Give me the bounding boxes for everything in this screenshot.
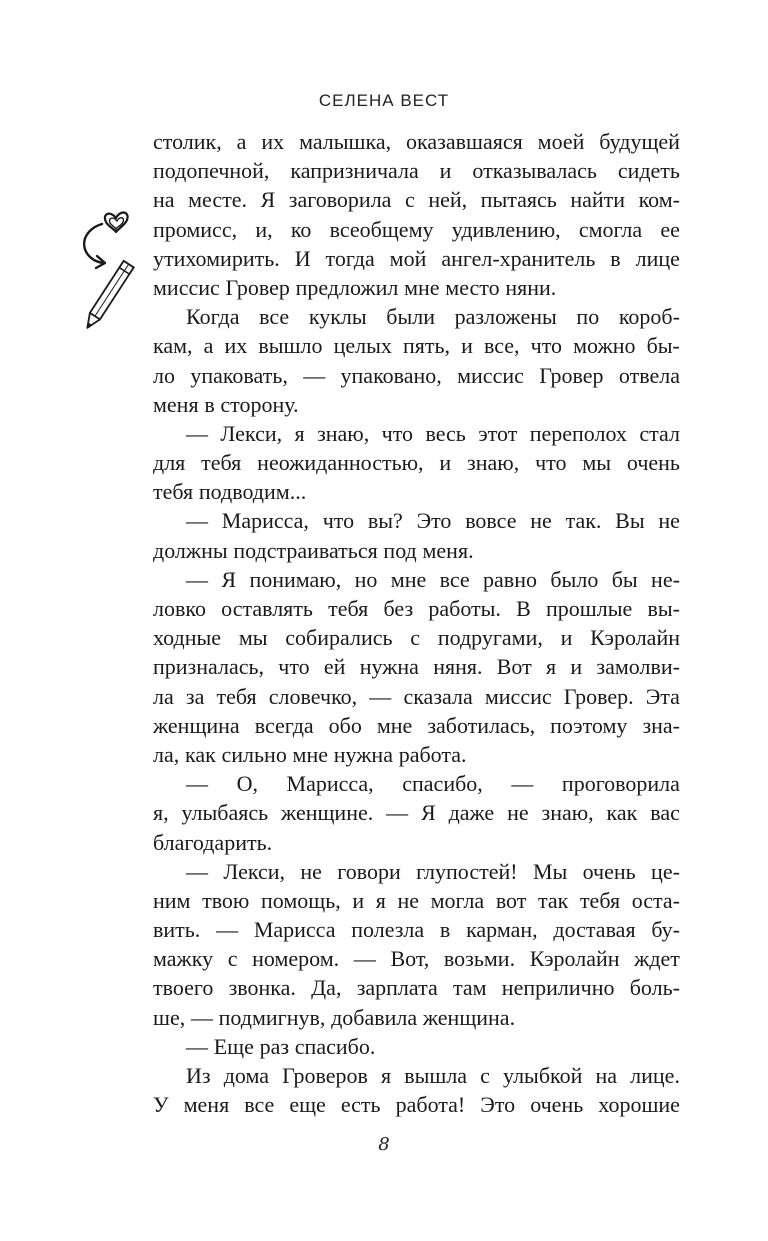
text-line: ла, как сильно мне нужна работа. [153, 741, 467, 767]
text-line: ходные мы собирались с подругами, и Кэролайн [153, 625, 680, 651]
text-line: меня в сторону. [153, 391, 299, 417]
text-line: призналась, что ей нужна няня. Вот я и замолви- [153, 654, 680, 680]
text-line: ним твою помощь, и я не могла вот так тебя оста- [153, 887, 680, 913]
text-line: для тебя неожиданностью, и знаю, что мы очень [153, 450, 680, 476]
text-line: твоего звонка. Да, зарплата там неприлично боль- [153, 975, 680, 1001]
text-line: Из дома Гроверов я вышла с улыбкой на лице. [186, 1063, 680, 1088]
text-line: благодарить. [153, 829, 273, 855]
text-line: на месте. Я заговорила с ней, пытаясь найти ком- [153, 187, 680, 213]
text-line: — Лекси, не говори глупостей! Мы очень це- [186, 858, 680, 884]
text-line: должны подстраиваться под меня. [153, 537, 474, 563]
body-text [153, 127, 680, 1119]
text-line: тебя подводим... [153, 479, 307, 505]
text-line: я, улыбаясь женщине. — Я даже не знаю, как вас [153, 800, 680, 826]
text-line: женщина всегда обо мне заботилась, поэтому зна- [153, 712, 680, 738]
text-line: Когда все куклы были разложены по короб- [186, 304, 680, 330]
text-line: ловко оставлять тебя без работы. В прошлые вы- [153, 596, 680, 621]
text-line: вить. — Марисса полезла в карман, доставая бу- [153, 917, 680, 943]
text-line: промисс, и, ко всеобщему удивлению, смогла ее [153, 216, 680, 242]
text-line: ла за тебя словечко, — сказала миссис Гровер. Эта [153, 683, 680, 709]
text-line: — Марисса, что вы? Это вовсе не так. Вы не [186, 508, 680, 534]
text-line: — Лекси, я знаю, что весь этот переполох стал [186, 420, 680, 446]
running-head: СЕЛЕНА ВЕСТ [318, 91, 450, 110]
heart-arrow-pencil-doodle-icon [72, 196, 136, 336]
text-line: мажку с номером. — Вот, возьми. Кэролайн ждет [153, 946, 680, 972]
text-line: — Еще раз спасибо. [186, 1033, 376, 1059]
text-line: столик, а их малышка, оказавшаяся моей будущей [153, 129, 680, 154]
text-line: миссис Гровер предложил мне место няни. [153, 274, 557, 300]
text-line: ло упаковать, — упаковано, миссис Гровер отвела [153, 362, 680, 388]
text-line: подопечной, капризничала и отказывалась сидеть [153, 158, 680, 184]
text-line: утихомирить. И тогда мой ангел-хранитель в лице [153, 245, 680, 271]
text-line: — О, Марисса, спасибо, — проговорила [186, 771, 680, 797]
page-number: 8 [378, 1134, 390, 1155]
text-line: кам, а их вышло целых пять, и все, что можно бы- [153, 333, 680, 359]
text-line: У меня все еще есть работа! Это очень хорошие [153, 1092, 680, 1118]
text-line: ше, — подмигнув, добавила женщина. [153, 1004, 516, 1030]
text-line: — Я понимаю, но мне все равно было бы не- [186, 566, 680, 592]
